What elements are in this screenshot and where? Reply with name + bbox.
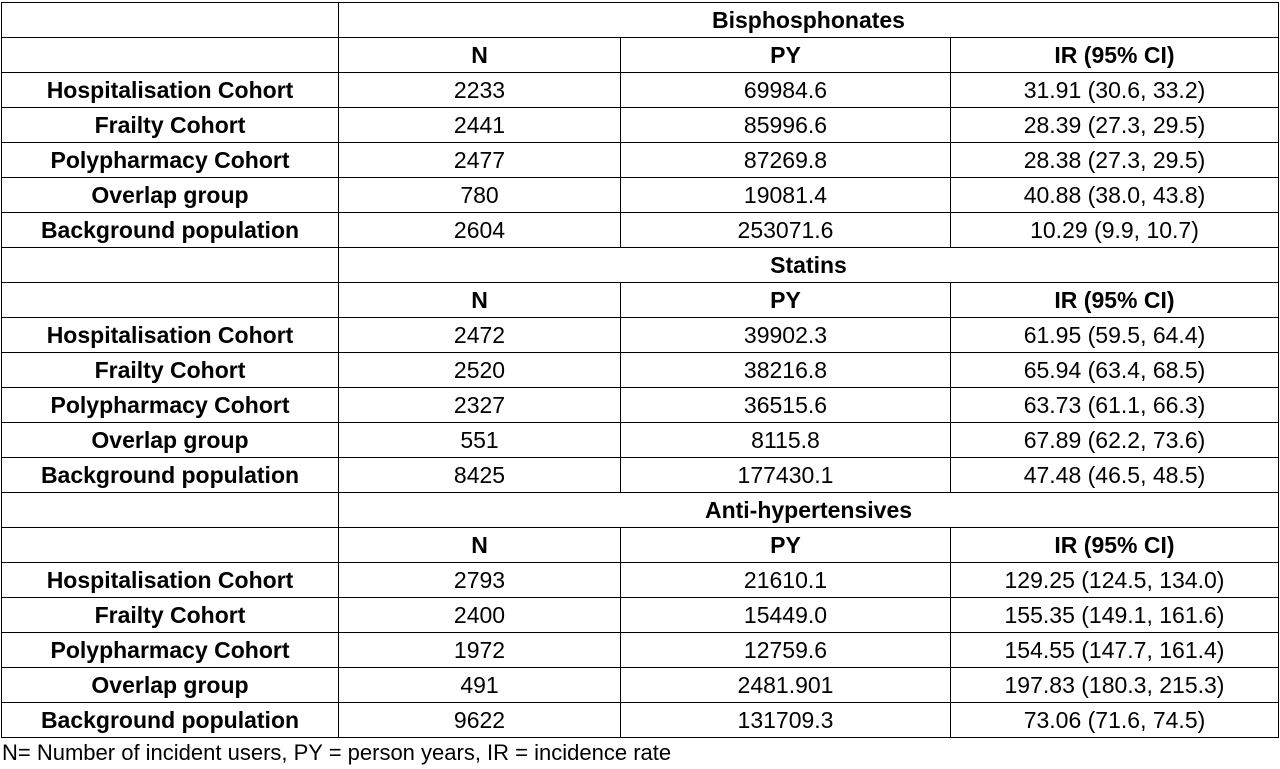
section-title-row: [2, 493, 1279, 528]
table-row: [2, 668, 1279, 703]
section-title: Statins: [339, 248, 1279, 283]
cell-n: 9622: [339, 703, 621, 738]
column-header-row: [2, 283, 1279, 318]
cell-py: 8115.8: [621, 423, 951, 458]
cell-py: 12759.6: [621, 633, 951, 668]
cell-n: 780: [339, 178, 621, 213]
section-title-row: [2, 248, 1279, 283]
cell-py: 38216.8: [621, 353, 951, 388]
cell-py: 131709.3: [621, 703, 951, 738]
row-label: Frailty Cohort: [2, 108, 339, 143]
empty-header-cell: [2, 38, 339, 73]
header-n: N: [339, 283, 621, 318]
row-label: Polypharmacy Cohort: [2, 388, 339, 423]
table-row: [2, 563, 1279, 598]
cell-py: 2481.901: [621, 668, 951, 703]
row-label: Frailty Cohort: [2, 353, 339, 388]
row-label: Background population: [2, 703, 339, 738]
cell-ir: 10.29 (9.9, 10.7): [951, 213, 1279, 248]
table-row: [2, 318, 1279, 353]
cell-n: 2233: [339, 73, 621, 108]
cell-ir: 73.06 (71.6, 74.5): [951, 703, 1279, 738]
header-ir: IR (95% CI): [951, 283, 1279, 318]
cell-py: 253071.6: [621, 213, 951, 248]
row-label: Hospitalisation Cohort: [2, 73, 339, 108]
cell-py: 85996.6: [621, 108, 951, 143]
cell-n: 551: [339, 423, 621, 458]
incidence-table: [1, 2, 1279, 738]
column-header-row: [2, 528, 1279, 563]
row-label: Polypharmacy Cohort: [2, 143, 339, 178]
cell-py: 87269.8: [621, 143, 951, 178]
table-row: [2, 388, 1279, 423]
table-row: [2, 108, 1279, 143]
table-row: [2, 353, 1279, 388]
header-py: PY: [621, 283, 951, 318]
row-label: Overlap group: [2, 423, 339, 458]
cell-n: 2520: [339, 353, 621, 388]
cell-n: 8425: [339, 458, 621, 493]
cell-ir: 67.89 (62.2, 73.6): [951, 423, 1279, 458]
header-py: PY: [621, 528, 951, 563]
table-row: [2, 73, 1279, 108]
cell-n: 2441: [339, 108, 621, 143]
header-ir: IR (95% CI): [951, 528, 1279, 563]
cell-ir: 61.95 (59.5, 64.4): [951, 318, 1279, 353]
table-row: [2, 143, 1279, 178]
cell-ir: 65.94 (63.4, 68.5): [951, 353, 1279, 388]
cell-n: 2400: [339, 598, 621, 633]
empty-header-cell: [2, 528, 339, 563]
cell-py: 19081.4: [621, 178, 951, 213]
section-title-row: [2, 3, 1279, 38]
header-py: PY: [621, 38, 951, 73]
cell-ir: 47.48 (46.5, 48.5): [951, 458, 1279, 493]
row-label: Overlap group: [2, 178, 339, 213]
empty-header-cell: [2, 283, 339, 318]
cell-ir: 28.38 (27.3, 29.5): [951, 143, 1279, 178]
cell-ir: 154.55 (147.7, 161.4): [951, 633, 1279, 668]
header-n: N: [339, 528, 621, 563]
table-row: [2, 703, 1279, 738]
table-row: [2, 213, 1279, 248]
cell-n: 2604: [339, 213, 621, 248]
table-footnote: N= Number of incident users, PY = person years, IR = incidence rate: [2, 740, 672, 765]
row-label: Hospitalisation Cohort: [2, 318, 339, 353]
table-row: [2, 598, 1279, 633]
table-row: [2, 458, 1279, 493]
row-label: Hospitalisation Cohort: [2, 563, 339, 598]
cell-n: 2472: [339, 318, 621, 353]
row-label: Background population: [2, 213, 339, 248]
cell-n: 2477: [339, 143, 621, 178]
cell-n: 491: [339, 668, 621, 703]
row-label: Frailty Cohort: [2, 598, 339, 633]
empty-corner-cell: [2, 248, 339, 283]
cell-py: 21610.1: [621, 563, 951, 598]
cell-n: 2793: [339, 563, 621, 598]
cell-ir: 28.39 (27.3, 29.5): [951, 108, 1279, 143]
cell-ir: 31.91 (30.6, 33.2): [951, 73, 1279, 108]
empty-corner-cell: [2, 493, 339, 528]
section-title: Bisphosphonates: [339, 3, 1279, 38]
cell-n: 1972: [339, 633, 621, 668]
table-row: [2, 633, 1279, 668]
header-ir: IR (95% CI): [951, 38, 1279, 73]
row-label: Background population: [2, 458, 339, 493]
row-label: Polypharmacy Cohort: [2, 633, 339, 668]
cell-ir: 155.35 (149.1, 161.6): [951, 598, 1279, 633]
cell-py: 69984.6: [621, 73, 951, 108]
row-label: Overlap group: [2, 668, 339, 703]
table-row: [2, 178, 1279, 213]
cell-ir: 129.25 (124.5, 134.0): [951, 563, 1279, 598]
empty-corner-cell: [2, 3, 339, 38]
cell-py: 177430.1: [621, 458, 951, 493]
cell-n: 2327: [339, 388, 621, 423]
column-header-row: [2, 38, 1279, 73]
cell-ir: 40.88 (38.0, 43.8): [951, 178, 1279, 213]
table-row: [2, 423, 1279, 458]
cell-ir: 197.83 (180.3, 215.3): [951, 668, 1279, 703]
cell-py: 39902.3: [621, 318, 951, 353]
cell-py: 15449.0: [621, 598, 951, 633]
cell-ir: 63.73 (61.1, 66.3): [951, 388, 1279, 423]
section-title: Anti-hypertensives: [339, 493, 1279, 528]
cell-py: 36515.6: [621, 388, 951, 423]
header-n: N: [339, 38, 621, 73]
